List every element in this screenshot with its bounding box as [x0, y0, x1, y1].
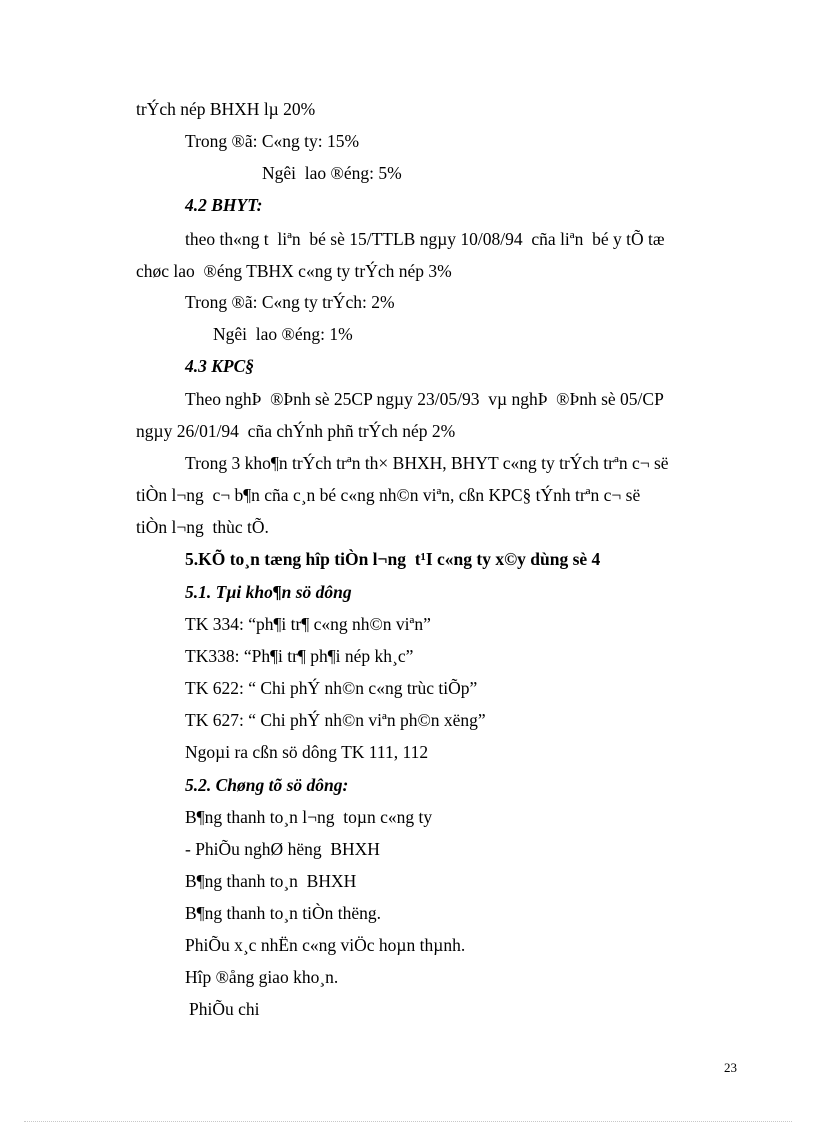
text-line: TK 627: “ Chi phÝ nh©n viªn ph©n xëng” [185, 710, 486, 730]
text-line: tiÒn l¬ng c¬ b¶n cña c¸n bé c«ng nh©n viªn, cßn KPC§ tÝnh trªn c¬ së [136, 485, 641, 505]
text-line: ngµy 26/01/94 cña chÝnh phñ trÝch nép 2% [136, 421, 456, 441]
text-line: Ngoµi ra cßn sö dông TK 111, 112 [185, 742, 429, 762]
section-heading: 5.KÕ to¸n tæng hîp tiÒn l¬ng t¹I c«ng ty x©y dùng sè 4 [185, 549, 601, 569]
text-line: PhiÕu x¸c nhËn c«ng viÖc hoµn thµnh. [185, 935, 466, 955]
text-line: chøc lao ®éng TBHX c«ng ty trÝch nép 3% [136, 261, 452, 281]
text-line: Ngêi lao ®éng: 1% [213, 324, 353, 344]
text-line: Hîp ®ång giao kho¸n. [185, 967, 339, 987]
text-line: tiÒn l¬ng thùc tÕ. [136, 517, 269, 537]
text-line: Trong ®ã: C«ng ty: 15% [185, 131, 360, 151]
text-line: TK 334: “ph¶i tr¶ c«ng nh©n viªn” [185, 614, 431, 634]
page-number: 23 [724, 1060, 737, 1075]
text-line: B¶ng thanh to¸n l¬ng toµn c«ng ty [185, 807, 433, 827]
subsection-heading: 5.2. Chøng tõ sö dông: [185, 775, 349, 795]
page-bottom-divider [24, 1121, 792, 1122]
text-line: theo th«ng t liªn bé sè 15/TTLB ngµy 10/08/94 cña liªn bé y tÕ tæ [185, 229, 665, 249]
text-line: B¶ng thanh to¸n BHXH [185, 871, 357, 891]
text-line: PhiÕu chi [189, 999, 260, 1019]
text-line: Ngêi lao ®éng: 5% [262, 163, 402, 183]
section-heading: 4.3 KPC§ [185, 356, 255, 376]
section-heading: 4.2 BHYT: [185, 195, 263, 215]
text-line: TK338: “Ph¶i tr¶ ph¶i nép kh¸c” [185, 646, 414, 666]
text-line: trÝch nép BHXH lµ 20% [136, 99, 316, 119]
text-line: TK 622: “ Chi phÝ nh©n c«ng trùc tiÕp” [185, 678, 478, 698]
text-line: Trong ®ã: C«ng ty trÝch: 2% [185, 292, 395, 312]
text-line: B¶ng thanh to¸n tiÒn thëng. [185, 903, 382, 923]
text-line: Theo nghÞ ®Þnh sè 25CP ngµy 23/05/93 vµ nghÞ ®Þnh sè 05/CP [185, 389, 664, 409]
text-line: Trong 3 kho¶n trÝch trªn th× BHXH, BHYT c«ng ty trÝch trªn c¬ së [185, 453, 669, 473]
text-line: - PhiÕu nghØ hëng BHXH [185, 839, 380, 859]
subsection-heading: 5.1. Tµi kho¶n sö dông [185, 582, 352, 602]
